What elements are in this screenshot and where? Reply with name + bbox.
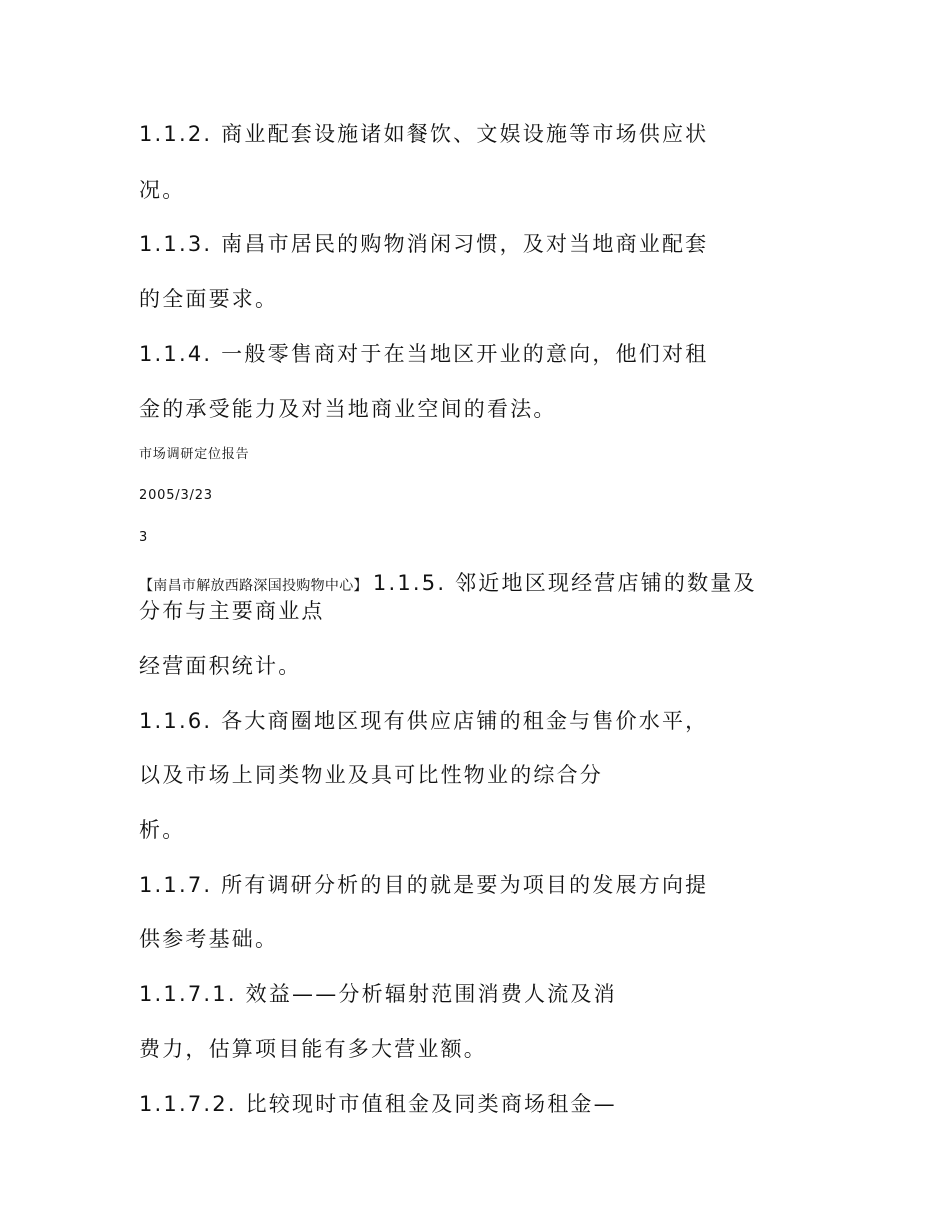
paragraph-line: 的全面要求。 [139, 287, 279, 311]
paragraph-line: 1.1.4. 一般零售商对于在当地区开业的意向，他们对租 [139, 342, 709, 366]
footer-page-number: 3 [139, 530, 149, 545]
paragraph-line: 费力，估算项目能有多大营业额。 [139, 1037, 487, 1061]
paragraph-line: 1.1.2. 商业配套设施诸如餐饮、文娱设施等市场供应状 [139, 122, 709, 146]
footer-date: 2005/3/23 [139, 488, 213, 503]
paragraph-line: 经营面积统计。 [139, 654, 302, 678]
paragraph-line: 1.1.3. 南昌市居民的购物消闲习惯，及对当地商业配套 [139, 232, 709, 256]
paragraph-line: 供参考基础。 [139, 927, 279, 951]
paragraph-line: 金的承受能力及对当地商业空间的看法。 [139, 397, 557, 421]
header-line [139, 573, 757, 594]
paragraph-line: 况。 [139, 178, 186, 202]
paragraph-line: 以及市场上同类物业及具可比性物业的综合分 [139, 763, 603, 787]
paragraph-line: 分布与主要商业点 [139, 599, 325, 623]
paragraph-line: 1.1.7. 所有调研分析的目的就是要为项目的发展方向提 [139, 873, 709, 897]
header-tag: 【南昌市解放西路深国投购物中心】 [139, 578, 368, 594]
paragraph-line: 1.1.5. 邻近地区现经营店铺的数量及 [372, 571, 757, 595]
footer-report-title: 市场调研定位报告 [139, 447, 250, 462]
paragraph-line: 1.1.6. 各大商圈地区现有供应店铺的租金与售价水平， [139, 709, 709, 733]
paragraph-line: 1.1.7.1. 效益——分析辐射范围消费人流及消 [139, 982, 617, 1006]
paragraph-line: 析。 [139, 818, 186, 842]
paragraph-line: 1.1.7.2. 比较现时市值租金及同类商场租金— [139, 1092, 617, 1116]
